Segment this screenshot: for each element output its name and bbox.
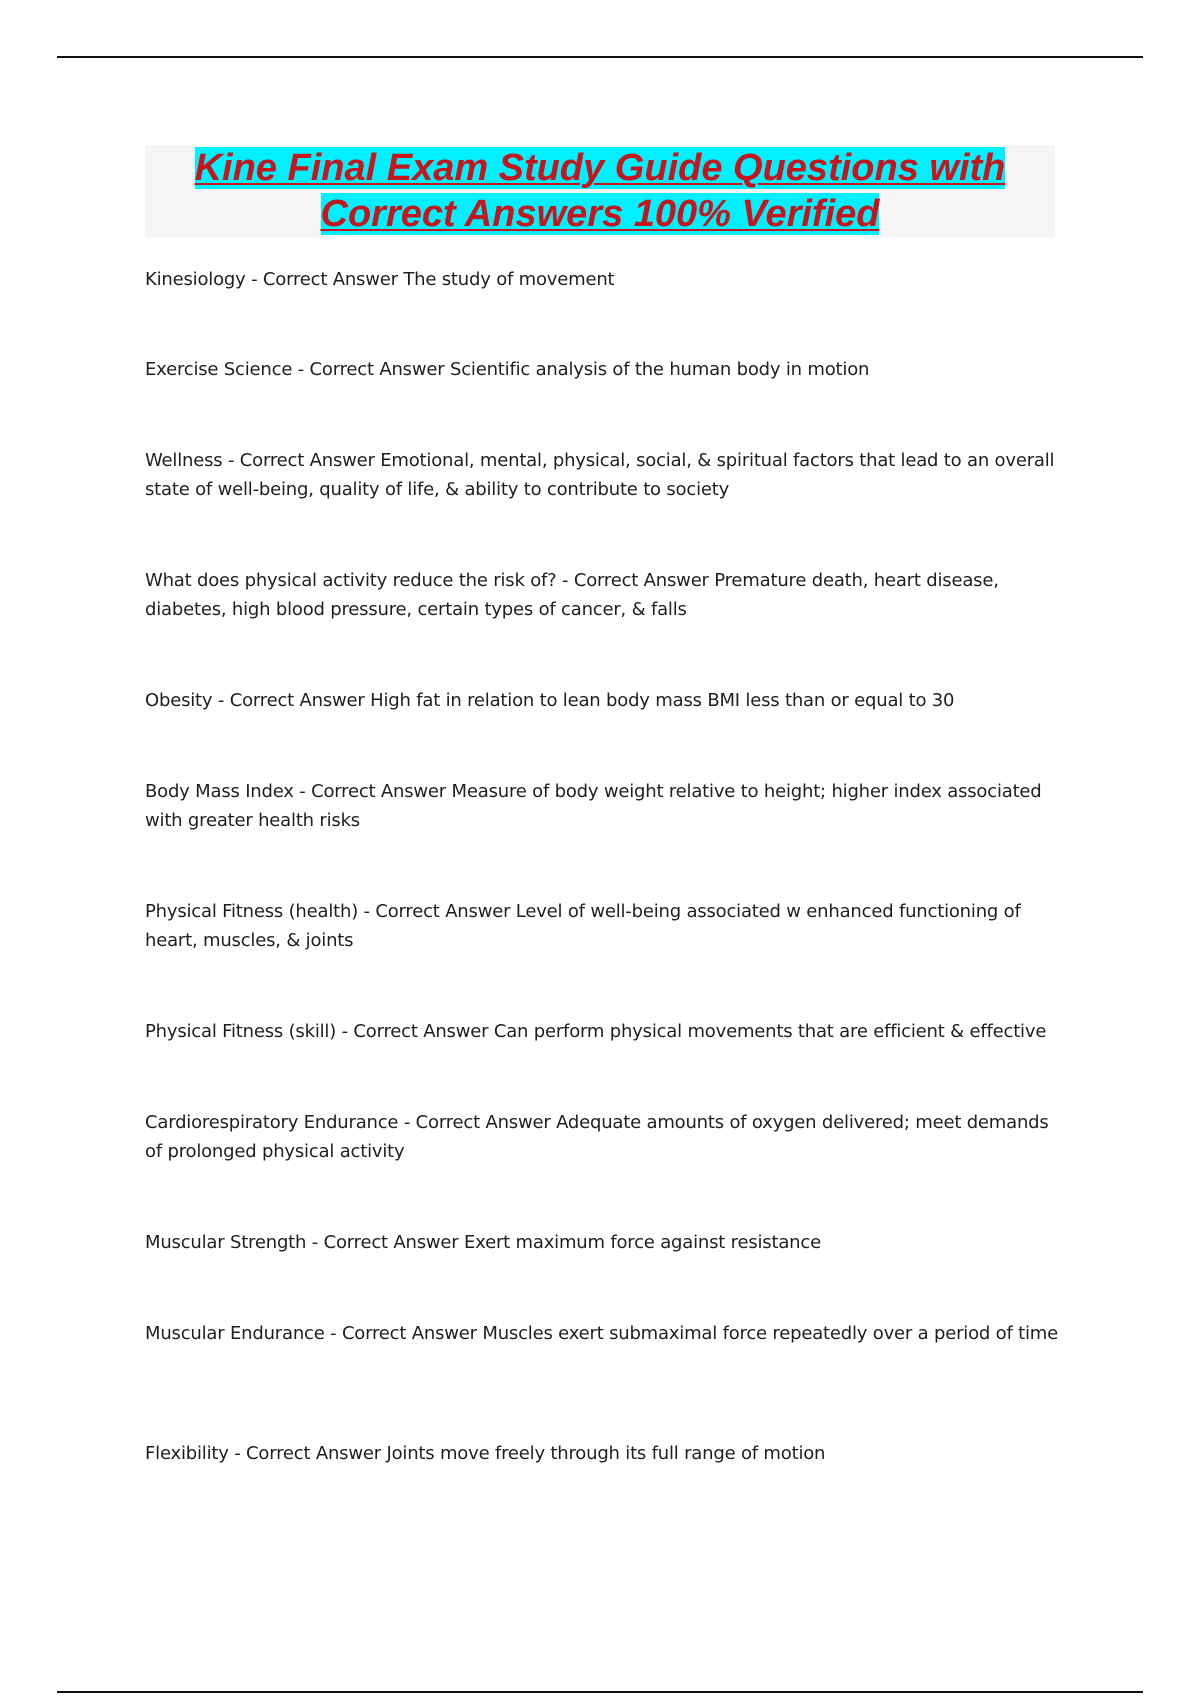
qa-entry-kinesiology: Kinesiology - Correct Answer The study of movement bbox=[145, 269, 615, 290]
qa-entry-body-mass-index: Body Mass Index - Correct Answer Measure of body weight relative to height; higher index associated with greater health risks bbox=[145, 781, 1042, 831]
qa-entry-muscular-endurance: Muscular Endurance - Correct Answer Muscles exert submaximal force repeatedly over a period of time bbox=[145, 1323, 1058, 1344]
document-title: Kine Final Exam Study Guide Questions with Correct Answers 100% Verified bbox=[194, 147, 1006, 235]
qa-entry-physical-fitness-skill: Physical Fitness (skill) - Correct Answer Can perform physical movements that are efficient & effective bbox=[145, 1021, 1047, 1042]
qa-entry-obesity: Obesity - Correct Answer High fat in relation to lean body mass BMI less than or equal to 30 bbox=[145, 690, 955, 711]
footer-rule bbox=[57, 1691, 1143, 1693]
qa-entry-physical-activity-risk: What does physical activity reduce the risk of? - Correct Answer Premature death, heart disease, diabetes, high blood pressure, certain types of cancer, & falls bbox=[145, 570, 999, 620]
qa-entry-muscular-strength: Muscular Strength - Correct Answer Exert maximum force against resistance bbox=[145, 1232, 821, 1253]
qa-entry-exercise-science: Exercise Science - Correct Answer Scientific analysis of the human body in motion bbox=[145, 359, 870, 380]
title-box bbox=[145, 145, 1055, 237]
qa-entry-physical-fitness-health: Physical Fitness (health) - Correct Answer Level of well-being associated w enhanced functioning of heart, muscles, & joints bbox=[145, 901, 1021, 951]
qa-entry-wellness: Wellness - Correct Answer Emotional, mental, physical, social, & spiritual factors that lead to an overall state of well-being, quality of life, & ability to contribute to society bbox=[145, 450, 1055, 500]
qa-entry-cardiorespiratory-endurance: Cardiorespiratory Endurance - Correct Answer Adequate amounts of oxygen delivered; meet demands of prolonged physical activity bbox=[145, 1112, 1049, 1162]
qa-entry-flexibility: Flexibility - Correct Answer Joints move freely through its full range of motion bbox=[145, 1443, 826, 1464]
header-rule bbox=[57, 56, 1143, 58]
